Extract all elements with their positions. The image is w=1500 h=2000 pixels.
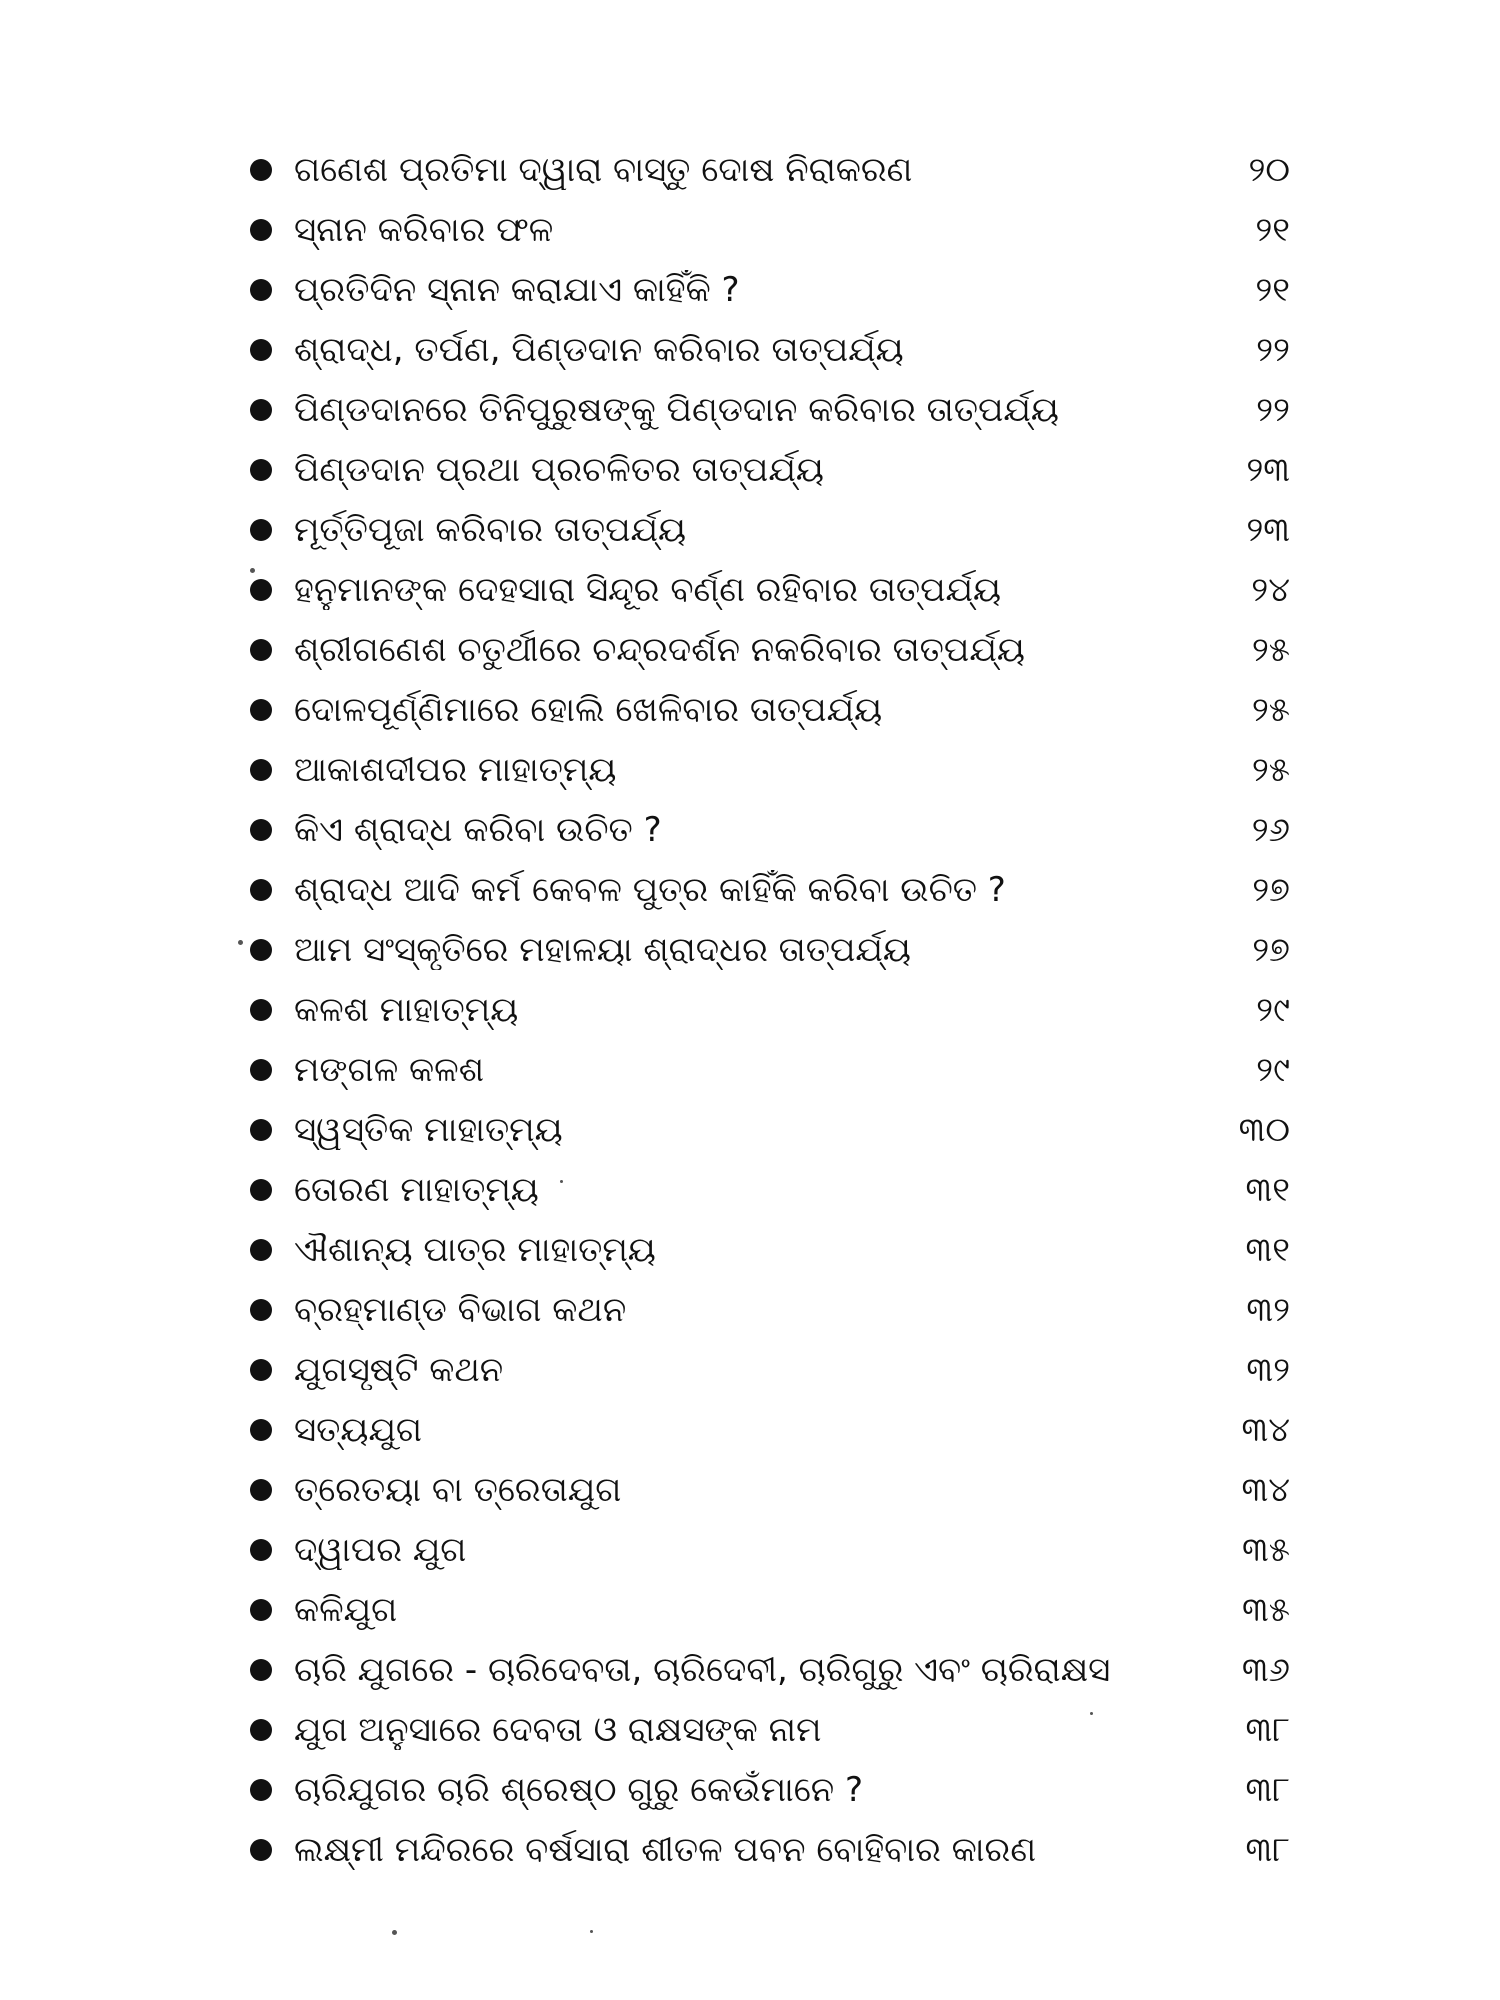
toc-entry: [250, 1580, 1290, 1640]
toc-entry: [250, 1100, 1290, 1160]
entry-title: କଳିଯୁଗ: [294, 1590, 398, 1630]
print-speck: [560, 1180, 563, 1183]
bullet-icon: [250, 1299, 272, 1321]
bullet-icon: [250, 1419, 272, 1441]
bullet-icon: [250, 1659, 272, 1681]
entry-title: ଶ୍ରାଦ୍ଧ ଆଦି କର୍ମ କେବଳ ପୁତ୍ର କାହିଁକି କରିବା ଉଚିତ ?: [294, 870, 1006, 910]
entry-page-number: ୨୯: [1256, 990, 1290, 1030]
entry-page-number: ୨୭: [1252, 930, 1290, 970]
bullet-icon: [250, 1779, 272, 1801]
entry-page-number: ୨୩: [1246, 450, 1290, 490]
bullet-icon: [250, 699, 272, 721]
toc-entry: [250, 1220, 1290, 1280]
bullet-icon: [250, 519, 272, 541]
bullet-icon: [250, 1359, 272, 1381]
entry-title: ଯୁଗ ଅନୁସାରେ ଦେବତା ଓ ରାକ୍ଷସଙ୍କ ନାମ: [294, 1710, 822, 1750]
bullet-icon: [250, 399, 272, 421]
toc-entry: [250, 620, 1290, 680]
entry-title: ଐଶାନ୍ୟ ପାତ୍ର ମାହାତ୍ମ୍ୟ: [294, 1230, 656, 1270]
toc-entry: [250, 740, 1290, 800]
bullet-icon: [250, 759, 272, 781]
toc-entry: [250, 920, 1290, 980]
toc-entry: [250, 1400, 1290, 1460]
entry-page-number: ୩୪: [1241, 1410, 1290, 1450]
entry-page-number: ୩୬: [1241, 1650, 1290, 1690]
bullet-icon: [250, 819, 272, 841]
bullet-icon: [250, 1119, 272, 1141]
entry-page-number: ୨୧: [1255, 270, 1290, 310]
print-speck: [238, 940, 243, 945]
entry-title: ସ୍ୱସ୍ତିକ ମାହାତ୍ମ୍ୟ: [294, 1110, 563, 1150]
bullet-icon: [250, 879, 272, 901]
bullet-icon: [250, 459, 272, 481]
toc-entry: [250, 1760, 1290, 1820]
toc-entry: [250, 320, 1290, 380]
bullet-icon: [250, 1539, 272, 1561]
toc-entry: [250, 1640, 1290, 1700]
bullet-icon: [250, 1719, 272, 1741]
bullet-icon: [250, 1059, 272, 1081]
entry-page-number: ୩୮: [1245, 1770, 1290, 1810]
entry-title: ପିଣ୍ଡଦାନରେ ତିନିପୁରୁଷଙ୍କୁ ପିଣ୍ଡଦାନ କରିବାର ତାତ୍ପର୍ଯ୍ୟ: [294, 390, 1059, 430]
entry-title: ଦୋଳପୂର୍ଣ୍ଣିମାରେ ହୋଲି ଖେଳିବାର ତାତ୍ପର୍ଯ୍ୟ: [294, 690, 883, 730]
entry-title: କଳଶ ମାହାତ୍ମ୍ୟ: [294, 990, 519, 1030]
toc-entry: [250, 1040, 1290, 1100]
toc-entry: [250, 1280, 1290, 1340]
entry-page-number: ୨୧: [1255, 210, 1290, 250]
bullet-icon: [250, 159, 272, 181]
entry-title: ଯୁଗସୃଷ୍ଟି କଥନ: [294, 1350, 504, 1390]
toc-entry: [250, 500, 1290, 560]
entry-title: ବ୍ରହ୍ମାଣ୍ଡ ବିଭାଗ କଥନ: [294, 1290, 627, 1330]
entry-page-number: ୨୫: [1251, 630, 1290, 670]
entry-page-number: ୨୯: [1256, 1050, 1290, 1090]
entry-page-number: ୩୪: [1241, 1470, 1290, 1510]
bullet-icon: [250, 579, 272, 601]
entry-page-number: ୨୦: [1248, 150, 1290, 190]
toc-entry: [250, 1340, 1290, 1400]
entry-page-number: ୨୫: [1251, 750, 1290, 790]
toc-entry: [250, 560, 1290, 620]
toc-entry: [250, 1700, 1290, 1760]
bullet-icon: [250, 1839, 272, 1861]
entry-title: ଗଣେଶ ପ୍ରତିମା ଦ୍ୱାରା ବାସ୍ତୁ ଦୋଷ ନିରାକରଣ: [294, 150, 913, 190]
entry-page-number: ୩୮: [1245, 1710, 1290, 1750]
entry-title: ପ୍ରତିଦିନ ସ୍ନାନ କରାଯାଏ କାହିଁକି ?: [294, 270, 740, 310]
entry-page-number: ୨୨: [1256, 390, 1290, 430]
print-speck: [1090, 1712, 1093, 1715]
entry-title: ଆମ ସଂସ୍କୃତିରେ ମହାଳୟା ଶ୍ରାଦ୍ଧର ତାତ୍ପର୍ଯ୍ୟ: [294, 930, 911, 970]
bullet-icon: [250, 339, 272, 361]
entry-page-number: ୨୪: [1251, 570, 1290, 610]
print-speck: [392, 1930, 397, 1935]
bullet-icon: [250, 1479, 272, 1501]
bullet-icon: [250, 279, 272, 301]
entry-title: ମଙ୍ଗଳ କଳଶ: [294, 1050, 485, 1090]
bullet-icon: [250, 1239, 272, 1261]
entry-page-number: ୩୫: [1242, 1590, 1290, 1630]
entry-page-number: ୩୫: [1242, 1530, 1290, 1570]
entry-title: ସ୍ନାନ କରିବାର ଫଳ: [294, 210, 554, 250]
entry-title: ମୂର୍ତ୍ତିପୂଜା କରିବାର ତାତ୍ପର୍ଯ୍ୟ: [294, 510, 687, 550]
bullet-icon: [250, 1599, 272, 1621]
entry-page-number: ୩୨: [1246, 1290, 1290, 1330]
entry-title: ଦ୍ୱାପର ଯୁଗ: [294, 1530, 467, 1570]
bullet-icon: [250, 219, 272, 241]
entry-title: ହନୁମାନଙ୍କ ଦେହସାରା ସିନ୍ଦୂର ବର୍ଣ୍ଣ ରହିବାର ତାତ୍ପର୍ଯ୍ୟ: [294, 570, 1002, 610]
entry-title: ଲକ୍ଷ୍ମୀ ମନ୍ଦିରରେ ବର୍ଷସାରା ଶୀତଳ ପବନ ବୋହିବାର କାରଣ: [294, 1830, 1037, 1870]
entry-page-number: ୩୨: [1246, 1350, 1290, 1390]
entry-page-number: ୩୧: [1245, 1170, 1290, 1210]
bullet-icon: [250, 1179, 272, 1201]
entry-title: ଆକାଶଦୀପର ମାହାତ୍ମ୍ୟ: [294, 750, 617, 790]
bullet-icon: [250, 999, 272, 1021]
entry-page-number: ୨୭: [1252, 870, 1290, 910]
toc-entry: [250, 140, 1290, 200]
entry-title: ତ୍ରେତୟା ବା ତ୍ରେତାଯୁଗ: [294, 1470, 622, 1510]
toc-entry: [250, 860, 1290, 920]
toc-entry: [250, 200, 1290, 260]
toc-entry: [250, 980, 1290, 1040]
toc-entry: [250, 680, 1290, 740]
entry-title: ତୋରଣ ମାହାତ୍ମ୍ୟ: [294, 1170, 539, 1210]
toc-entry: [250, 260, 1290, 320]
toc-entry: [250, 1160, 1290, 1220]
entry-title: ଶ୍ରୀଗଣେଶ ଚତୁର୍ଥୀରେ ଚନ୍ଦ୍ରଦର୍ଶନ ନକରିବାର ତାତ୍ପର୍ଯ୍ୟ: [294, 630, 1025, 670]
toc-entry: [250, 1520, 1290, 1580]
entry-title: ସତ୍ୟଯୁଗ: [294, 1410, 423, 1450]
entry-page-number: ୨୩: [1246, 510, 1290, 550]
entry-page-number: ୨୨: [1256, 330, 1290, 370]
entry-title: କିଏ ଶ୍ରାଦ୍ଧ କରିବା ଉଚିତ ?: [294, 810, 662, 850]
bullet-icon: [250, 639, 272, 661]
entry-page-number: ୨୫: [1251, 690, 1290, 730]
toc-entry: [250, 800, 1290, 860]
entry-page-number: ୩୧: [1245, 1230, 1290, 1270]
entry-page-number: ୩୮: [1245, 1830, 1290, 1870]
toc-entry: [250, 440, 1290, 500]
print-speck: [590, 1930, 593, 1933]
entry-page-number: ୩୦: [1238, 1110, 1290, 1150]
table-of-contents: [250, 140, 1290, 1880]
toc-entry: [250, 1460, 1290, 1520]
entry-page-number: ୨୬: [1251, 810, 1290, 850]
entry-title: ଚାରିଯୁଗର ଚାରି ଶ୍ରେଷ୍ଠ ଗୁରୁ କେଉଁମାନେ ?: [294, 1770, 864, 1810]
print-speck: [250, 568, 255, 573]
toc-entry: [250, 380, 1290, 440]
toc-entry: [250, 1820, 1290, 1880]
entry-title: ପିଣ୍ଡଦାନ ପ୍ରଥା ପ୍ରଚଳିତର ତାତ୍ପର୍ଯ୍ୟ: [294, 450, 824, 490]
entry-title: ଚାରି ଯୁଗରେ - ଚାରିଦେବତା, ଚାରିଦେବୀ, ଚାରିଗୁରୁ ଏବଂ ଚାରିରାକ୍ଷସ: [294, 1650, 1111, 1690]
bullet-icon: [250, 939, 272, 961]
entry-title: ଶ୍ରାଦ୍ଧ, ତର୍ପଣ, ପିଣ୍ଡଦାନ କରିବାର ତାତ୍ପର୍ଯ୍ୟ: [294, 330, 904, 370]
